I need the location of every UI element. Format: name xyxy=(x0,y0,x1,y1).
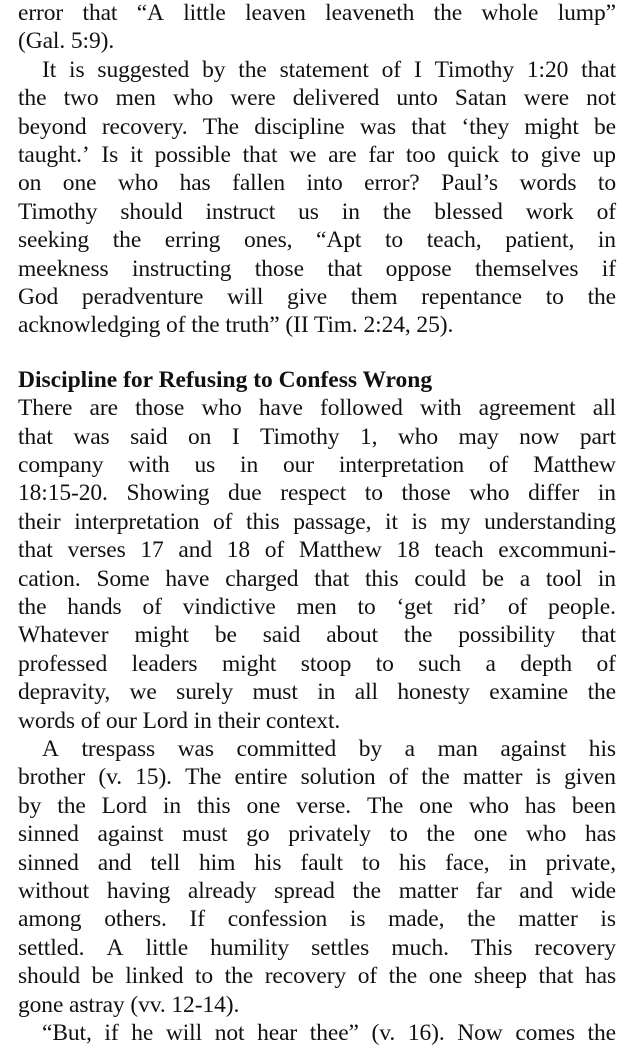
text-line: on one who has fallen into error? Paul’s words to xyxy=(18,170,616,196)
text-line: brother (v. 15). The entire solution of the matter is given xyxy=(18,764,616,790)
text-line: “But, if he will not hear thee” (v. 16). Now comes the xyxy=(42,1020,616,1046)
text-line: the hands of vindictive men to ‘get rid’ of people. xyxy=(18,594,616,620)
text-line: taught.’ Is it possible that we are far too quick to give up xyxy=(18,142,616,168)
text-line: A trespass was committed by a man against his xyxy=(42,736,616,762)
text-line: professed leaders might stoop to such a depth of xyxy=(18,651,616,677)
text-line: seeking the erring ones, “Apt to teach, patient, in xyxy=(18,227,616,253)
section-heading: Discipline for Refusing to Confess Wrong xyxy=(18,367,433,393)
text-line: (Gal. 5:9). xyxy=(18,28,115,54)
text-line: depravity, we surely must in all honesty examine the xyxy=(18,679,616,705)
text-line: 18:15-20. Showing due respect to those who differ in xyxy=(18,480,616,506)
text-line: company with us in our interpretation of Matthew xyxy=(18,452,616,478)
text-line: meekness instructing those that oppose themselves if xyxy=(18,256,616,282)
text-line: acknowledging of the truth” (II Tim. 2:24, 25). xyxy=(18,312,454,338)
text-line: that verses 17 and 18 of Matthew 18 teach excommuni- xyxy=(18,537,616,563)
text-line: Timothy should instruct us in the blessed work of xyxy=(18,199,616,225)
text-line: words of our Lord in their context. xyxy=(18,708,341,734)
text-line: settled. A little humility settles much. This recovery xyxy=(18,935,616,961)
text-line: It is suggested by the statement of I Timothy 1:20 that xyxy=(42,57,616,83)
text-line: without having already spread the matter far and wide xyxy=(18,878,616,904)
text-line: beyond recovery. The discipline was that ‘they might be xyxy=(18,114,616,140)
text-line: There are those who have followed with agreement all xyxy=(18,395,616,421)
text-line: error that “A little leaven leaveneth the whole lump” xyxy=(18,0,616,26)
text-line: that was said on I Timothy 1, who may now part xyxy=(18,424,616,450)
text-line: sinned and tell him his fault to his face, in private, xyxy=(18,850,616,876)
text-line: Whatever might be said about the possibility that xyxy=(18,622,616,648)
text-line: cation. Some have charged that this could be a tool in xyxy=(18,566,616,592)
text-line: their interpretation of this passage, it is my understanding xyxy=(18,509,616,535)
text-line: the two men who were delivered unto Satan were not xyxy=(18,85,616,111)
text-line: among others. If confession is made, the matter is xyxy=(18,906,616,932)
document-page xyxy=(18,0,616,1046)
text-line: gone astray (vv. 12-14). xyxy=(18,992,240,1018)
text-line: should be linked to the recovery of the one sheep that has xyxy=(18,963,616,989)
text-line: by the Lord in this one verse. The one who has been xyxy=(18,793,616,819)
text-line: God peradventure will give them repentance to the xyxy=(18,284,616,310)
text-line: sinned against must go privately to the one who has xyxy=(18,821,616,847)
